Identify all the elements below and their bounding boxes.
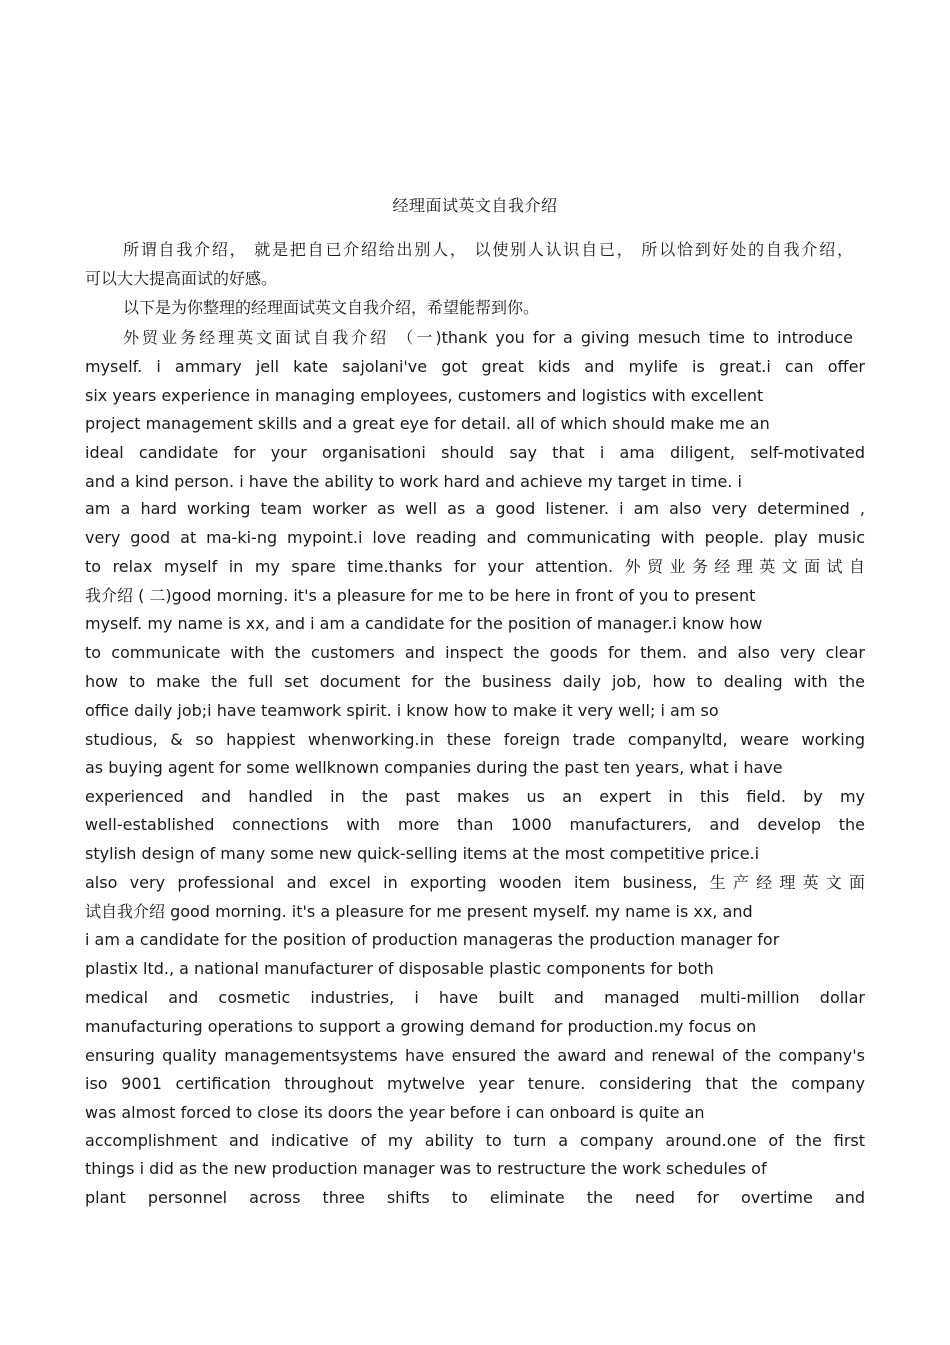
text-line: manufacturing operations to support a growing demand for production.my focus on [85, 1017, 757, 1036]
text-line: and a kind person. i have the ability to work hard and achieve my target in time. i [85, 472, 742, 491]
text-line: well-established connections with more than 1000 manufacturers, and develop the [85, 815, 865, 834]
text-line: plant personnel across three shifts to eliminate the need for overtime and [85, 1188, 865, 1207]
text-line: plastix ltd., a national manufacturer of disposable plastic components for both [85, 959, 714, 978]
document-title: 经理面试英文自我介绍 [392, 196, 558, 215]
text-line: six years experience in managing employees, customers and logistics with excellent [85, 386, 764, 405]
text-line: experienced and handled in the past makes us an expert in this field. by my [85, 787, 865, 806]
text-line: things i did as the new production manager was to restructure the work schedules of [85, 1159, 767, 1178]
text-line: ideal candidate for your organisationi should say that i ama diligent, self-motivated [85, 443, 865, 462]
text-line: project management skills and a great eye for detail. all of which should make me an [85, 414, 770, 433]
text-line: iso 9001 certification throughout mytwelve year tenure. considering that the company [85, 1074, 865, 1093]
text-line: accomplishment and indicative of my ability to turn a company around.one of the first [85, 1131, 865, 1150]
text-line: medical and cosmetic industries, i have built and managed multi-million dollar [85, 988, 865, 1007]
text-line: was almost forced to close its doors the year before i can onboard is quite an [85, 1103, 705, 1122]
text-line: stylish design of many some new quick-selling items at the most competitive price.i [85, 844, 760, 863]
text-line: 以下是为你整理的经理面试英文自我介绍，希望能帮到你。 [123, 298, 540, 317]
text-line: 外贸业务经理英文面试自我介绍 （一)thank you for a giving mesuch time to introduce [123, 328, 853, 347]
text-line: to relax myself in my spare time.thanks for your attention. 外贸业务经理英文面试自 [85, 557, 865, 576]
text-line: how to make the full set document for the business daily job, how to dealing with the [85, 672, 865, 691]
text-line: as buying agent for some wellknown companies during the past ten years, what i have [85, 758, 783, 777]
text-line: very good at ma-ki-ng mypoint.i love reading and communicating with people. play music [85, 528, 865, 547]
text-line: 可以大大提高面试的好感。 [85, 269, 278, 288]
text-line: also very professional and excel in exporting wooden item business, 生产经理英文面 [85, 873, 865, 892]
text-line: studious, & so happiest whenworking.in these foreign trade companyltd, weare working [85, 730, 865, 749]
text-line: office daily job;i have teamwork spirit. i know how to make it very well; i am so [85, 701, 719, 720]
text-line: ensuring quality managementsystems have ensured the award and renewal of the company's [85, 1046, 865, 1065]
text-line: myself. i ammary jell kate sajolani've got great kids and mylife is great.i can offer [85, 357, 865, 376]
text-line: i am a candidate for the position of production manageras the production manager for [85, 930, 780, 949]
text-line: 我介绍 ( 二)good morning. it's a pleasure for me to be here in front of you to present [85, 586, 756, 605]
text-line: 试自我介绍 good morning. it's a pleasure for me present myself. my name is xx, and [85, 902, 753, 921]
text-line: 所谓自我介绍， 就是把自已介绍给出别人， 以使别人认识自已， 所以恰到好处的自我介绍， [123, 240, 853, 259]
text-line: to communicate with the customers and inspect the goods for them. and also very clear [85, 643, 865, 662]
text-line: am a hard working team worker as well as a good listener. i am also very determined , [85, 499, 865, 518]
text-line: myself. my name is xx, and i am a candidate for the position of manager.i know how [85, 614, 763, 633]
